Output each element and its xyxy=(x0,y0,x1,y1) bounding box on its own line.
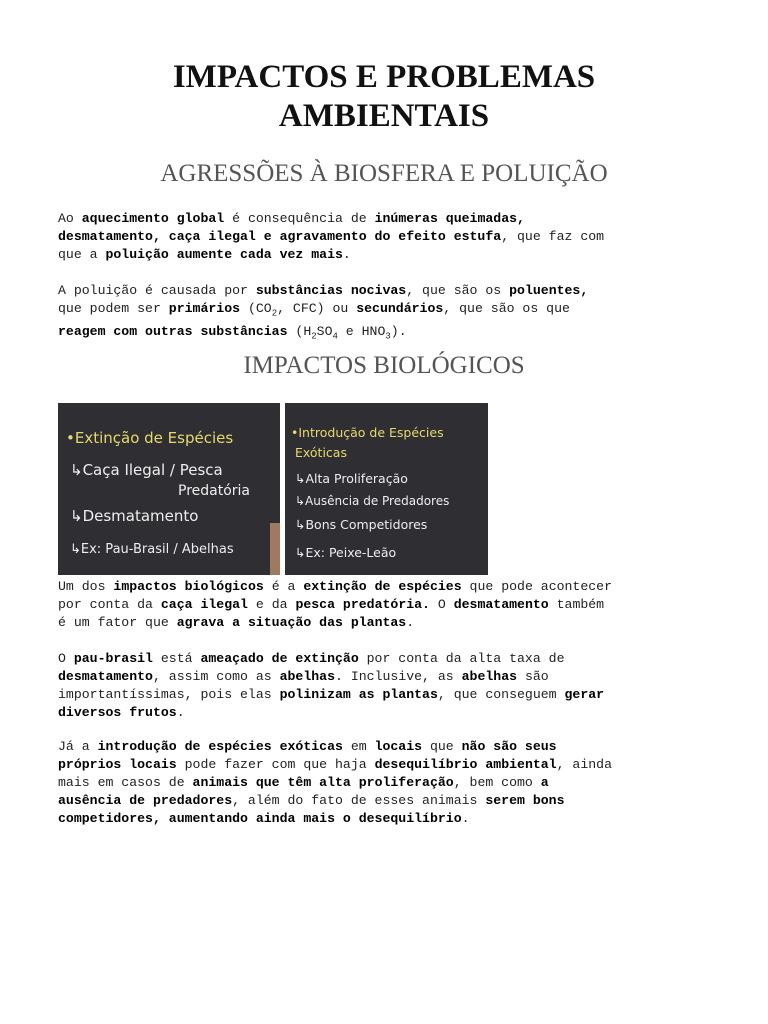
bold-text-run: desequilíbrio ambiental xyxy=(374,757,557,772)
text-run: que pode acontecer xyxy=(461,579,613,594)
text-run: , ainda xyxy=(556,757,613,772)
text-run: Um dos xyxy=(58,579,114,594)
text-run: Já a xyxy=(58,739,98,754)
board-left-line-5: ↳Ex: Pau-Brasil / Abelhas xyxy=(70,542,234,557)
paragraph-extincao xyxy=(58,578,710,632)
paragraph-especies-exoticas xyxy=(58,738,710,828)
text-run: . xyxy=(342,247,351,262)
section-heading-impactos-biologicos: IMPACTOS BIOLÓGICOS xyxy=(243,352,525,379)
bold-text-run: extinção de espécies xyxy=(303,579,462,594)
page-title xyxy=(0,58,768,136)
text-run: são xyxy=(517,669,549,684)
bold-text-run: serem bons xyxy=(485,793,565,808)
board-right-line-3: ↳Alta Proliferação xyxy=(295,471,408,486)
text-run: Ao xyxy=(58,211,82,226)
text-run: 4 xyxy=(332,331,338,342)
text-run: em xyxy=(342,739,375,754)
bold-text-run: a xyxy=(540,775,549,790)
text-run: . xyxy=(461,811,470,826)
text-run: (CO xyxy=(240,301,272,316)
text-run: , que faz com xyxy=(501,229,605,244)
chalkboard-photo-extincao xyxy=(58,403,280,575)
text-run: 2 xyxy=(271,308,278,319)
text-run: importantíssimas, pois elas xyxy=(58,687,280,702)
bold-text-run: introdução de espécies exóticas xyxy=(97,739,343,754)
person-hand-shape xyxy=(270,523,280,575)
text-run: e HNO xyxy=(337,323,386,339)
title-line-1: IMPACTOS E PROBLEMAS xyxy=(172,59,596,95)
chalkboard-photo-introducao xyxy=(285,403,488,575)
bold-text-run: ausência de predadores xyxy=(58,793,233,808)
bold-text-run: substâncias nocivas xyxy=(255,283,407,298)
text-run: , bem como xyxy=(453,775,541,790)
text-run: é a xyxy=(263,579,304,594)
bold-text-run: competidores, aumentando ainda mais o desequilíbrio xyxy=(58,811,462,826)
text-run: , que conseguem xyxy=(437,687,565,702)
bold-text-run: pau-brasil xyxy=(73,651,153,666)
text-run: que xyxy=(422,739,462,754)
bold-text-run: não são seus xyxy=(461,739,557,754)
bold-text-run: caça ilegal xyxy=(160,597,248,612)
board-right-line-1: •Introdução de Espécies xyxy=(291,425,444,440)
bold-text-run: polinizam as plantas xyxy=(279,687,438,702)
text-run: O xyxy=(58,651,74,666)
text-run: O xyxy=(429,597,454,612)
text-run: . xyxy=(406,615,415,630)
bold-text-run: primários xyxy=(168,301,241,316)
bold-text-run: animais que têm alta proliferação xyxy=(192,775,454,790)
text-run: A poluição é causada por xyxy=(58,283,256,298)
text-run: , que são os que xyxy=(443,301,570,316)
board-left-line-4: ↳Desmatamento xyxy=(70,507,199,525)
bold-text-run: desmatamento xyxy=(58,669,153,684)
text-run: está xyxy=(152,651,201,666)
paragraph-poluicao xyxy=(58,282,710,345)
bold-text-run: secundários xyxy=(356,301,444,316)
bold-text-run: aquecimento global xyxy=(81,211,225,226)
text-run: , assim como as xyxy=(152,669,280,684)
text-run: , além do fato de esses animais xyxy=(232,793,486,808)
chalkboard-introducao-drawing xyxy=(285,403,488,575)
board-left-line-2: ↳Caça Ilegal / Pesca xyxy=(70,461,223,479)
text-run: (H xyxy=(287,323,312,339)
text-run: que podem ser xyxy=(58,301,169,316)
bold-text-run: inúmeras queimadas, xyxy=(374,211,525,226)
text-run: , que são os xyxy=(406,283,510,298)
bold-text-run: reagem com outras substâncias xyxy=(58,323,288,339)
text-run: 3 xyxy=(385,331,391,342)
text-run: . xyxy=(176,705,185,720)
bold-text-run: agrava a situação das plantas xyxy=(176,615,407,630)
text-run: ). xyxy=(390,323,407,339)
text-run: é consequência de xyxy=(224,211,375,226)
text-run: SO xyxy=(316,323,333,339)
title-line-2: AMBIENTAIS xyxy=(278,98,490,134)
paragraph-aquecimento xyxy=(58,210,710,264)
board-right-line-6: ↳Ex: Peixe-Leão xyxy=(295,545,397,560)
bold-text-run: abelhas xyxy=(279,669,335,684)
bold-text-run: abelhas xyxy=(461,669,518,684)
bold-text-run: pesca predatória. xyxy=(295,597,430,612)
section-heading-agressoes: AGRESSÕES À BIOSFERA E POLUIÇÃO xyxy=(160,160,608,187)
text-run: por conta da alta taxa de xyxy=(358,651,565,666)
chalkboard-extincao-drawing xyxy=(58,403,280,575)
board-left-line-3: Predatória xyxy=(178,483,251,499)
board-left-line-1: •Extinção de Espécies xyxy=(66,429,234,447)
text-run: também xyxy=(548,597,605,612)
text-run: por conta da xyxy=(58,597,161,612)
bold-text-run: desmatamento xyxy=(453,597,549,612)
text-run: , CFC) ou xyxy=(277,301,357,316)
bold-text-run: impactos biológicos xyxy=(113,579,264,594)
bold-text-run: locais xyxy=(374,739,423,754)
text-run: pode fazer com que haja xyxy=(176,757,375,772)
board-right-line-2: Exóticas xyxy=(295,445,347,460)
text-run: 2 xyxy=(311,331,317,342)
bold-text-run: poluição aumente cada vez mais xyxy=(105,247,343,262)
bold-text-run: desmatamento, caça ilegal e agravamento do efeito estufa xyxy=(58,229,502,244)
bold-text-run: ameaçado de extinção xyxy=(200,651,359,666)
paragraph-pau-brasil xyxy=(58,650,710,722)
text-run: mais em casos de xyxy=(58,775,193,790)
board-right-line-5: ↳Bons Competidores xyxy=(295,517,428,532)
bold-text-run: próprios locais xyxy=(58,757,177,772)
board-right-line-4: ↳Ausência de Predadores xyxy=(295,494,450,508)
text-run: e da xyxy=(247,597,296,612)
text-run: . Inclusive, as xyxy=(335,669,462,684)
bold-text-run: gerar xyxy=(564,687,605,702)
bold-text-run: diversos frutos xyxy=(58,705,177,720)
bold-text-run: poluentes, xyxy=(509,283,589,298)
text-run: é um fator que xyxy=(58,615,177,630)
text-run: que a xyxy=(58,247,106,262)
